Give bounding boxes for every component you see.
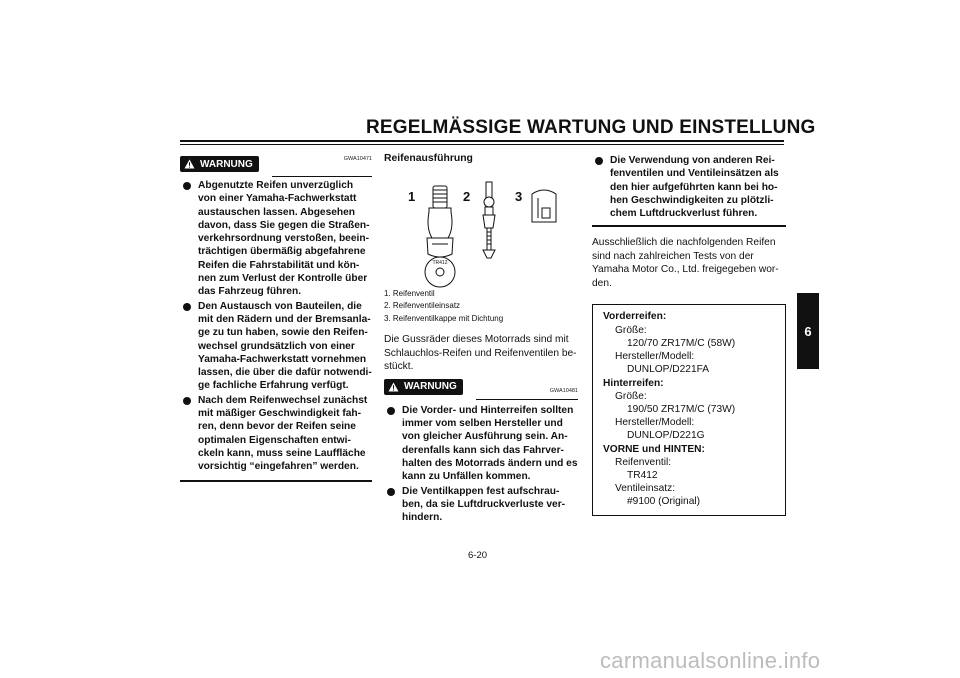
warning-end-rule [180,480,372,482]
valve-core-icon [483,182,495,258]
page-number: 6-20 [468,550,488,561]
tire-spec-box [592,304,786,515]
warning-code: GWA10481 [549,387,578,394]
warning-triangle-icon [184,159,195,169]
valve-label: Reifenventil: [615,456,672,468]
warning-item: Den Austausch von Bauteilen, die mit den Rädern und der Bremsanla-ge zu tun haben, sowie den Reifen-wechsel grundsätzlich von einer Yamaha-Fachwerkstatt vornehmen lassen, die über die dafür notwendi-ge fachliche Erfahrung verfügt. [180,300,372,393]
warning-item: Die Ventilkappen fest aufschrau-ben, da sie Luftdruckverluste ver-hindern. [384,485,578,525]
rear-size-value: 190/50 ZR17M/C (73W) [627,403,736,415]
valve-figure [384,168,578,288]
rear-tire-label: Hinterreifen: [603,377,664,389]
header-rule-thin [180,144,784,145]
figure-number: 1 [408,189,416,204]
figure-number: 3 [515,189,523,204]
valve-illustration [384,168,578,288]
maker-label: Hersteller/Modell: [615,351,695,363]
core-value: #9100 (Original) [627,496,701,508]
maker-label: Hersteller/Modell: [615,417,695,429]
body-paragraph: Die Gussräder dieses Motorrads sind mit Schlauchlos-Reifen und Reifenventilen be-stückt. [384,334,577,373]
warning-list-continued [592,154,786,220]
chapter-tab[interactable]: 6 [797,293,819,369]
warning-item: Nach dem Reifenwechsel zunächst mit mäßiger Geschwindigkeit fah-ren, denn bevor der Reifen seine optimalen Eigenschaften entwi-ckeln kann, muss seine Lauffläche vorsichtig “eingefahren” werden. [180,394,372,474]
size-label: Größe: [615,390,647,402]
bullet-icon [183,182,191,190]
middle-column [384,153,578,524]
warning-triangle-icon [388,382,399,392]
valve-value: TR412 [627,469,658,481]
warning-badge [384,379,463,395]
warning-header [180,156,372,178]
warning-list [180,179,372,474]
warning-item: Die Verwendung von anderen Rei-fenventilen und Ventileinsätzen als den hier aufgeführten kann bei ho-hen Geschwindigkeiten zu plötzli-chem Luftdruckverlust führen. [592,154,786,220]
bullet-icon [183,303,191,311]
warning-label: WARNUNG [200,158,253,170]
core-label: Ventileinsatz: [615,483,676,495]
section-title: Reifenausführung [384,153,473,164]
both-label: VORNE und HINTEN: [603,443,705,455]
figure-caption-1: 1. Reifenventil [384,289,435,298]
size-label: Größe: [615,324,647,336]
tire-valve-icon [427,186,453,257]
bullet-icon [387,407,395,415]
valve-cap-marking: TR412 [432,260,448,266]
figure-number: 2 [463,189,471,204]
approval-paragraph: Ausschließlich die nachfolgenden Reifen sind nach zahlreichen Tests von der Yamaha Motor Co., Ltd. freigegeben wor-den. [592,237,779,289]
front-size-value: 120/70 ZR17M/C (58W) [627,337,736,349]
page-title: REGELMÄSSIGE WARTUNG UND EINSTELLUNG [366,117,816,138]
bullet-icon [595,157,603,165]
warning-end-rule [592,225,786,227]
warning-header [384,379,578,401]
warning-badge [180,156,259,172]
figure-caption-2: 2. Reifenventileinsatz [384,301,461,311]
rear-model-value: DUNLOP/D221G [627,430,705,442]
right-column [592,153,786,516]
warning-list [384,404,578,525]
front-model-value: DUNLOP/D221FA [627,364,710,376]
warning-label: WARNUNG [404,381,457,393]
left-column [180,156,372,482]
warning-code: GWA10471 [343,156,372,162]
bullet-icon [183,397,191,405]
front-tire-label: Vorderreifen: [603,311,667,323]
valve-cap-icon [532,190,556,222]
bullet-icon [387,488,395,496]
warning-item: Die Vorder- und Hinterreifen sollten immer vom selben Hersteller und von gleicher Ausführung sein. An-derenfalls kann sich das Fahrver-halten des Motorrads ändern und es kann zu Unfällen kommen. [384,404,578,484]
watermark: carmanualsonline.info [600,648,821,673]
figure-caption-3: 3. Reifenventilkappe mit Dichtung [384,313,504,323]
warning-item: Abgenutzte Reifen unverzüglich von einer Yamaha-Fachwerkstatt austauschen lassen. Abgesehen davon, dass Sie gegen die Straßen-verkehrsordnung verstoßen, beein-trächtigen übermäßig abgefahrene Reifen die Fahrstabilität und kön-nen zum Verlust der Kontrolle über das Fahrzeug führen. [180,179,372,299]
header-rule [180,140,784,142]
